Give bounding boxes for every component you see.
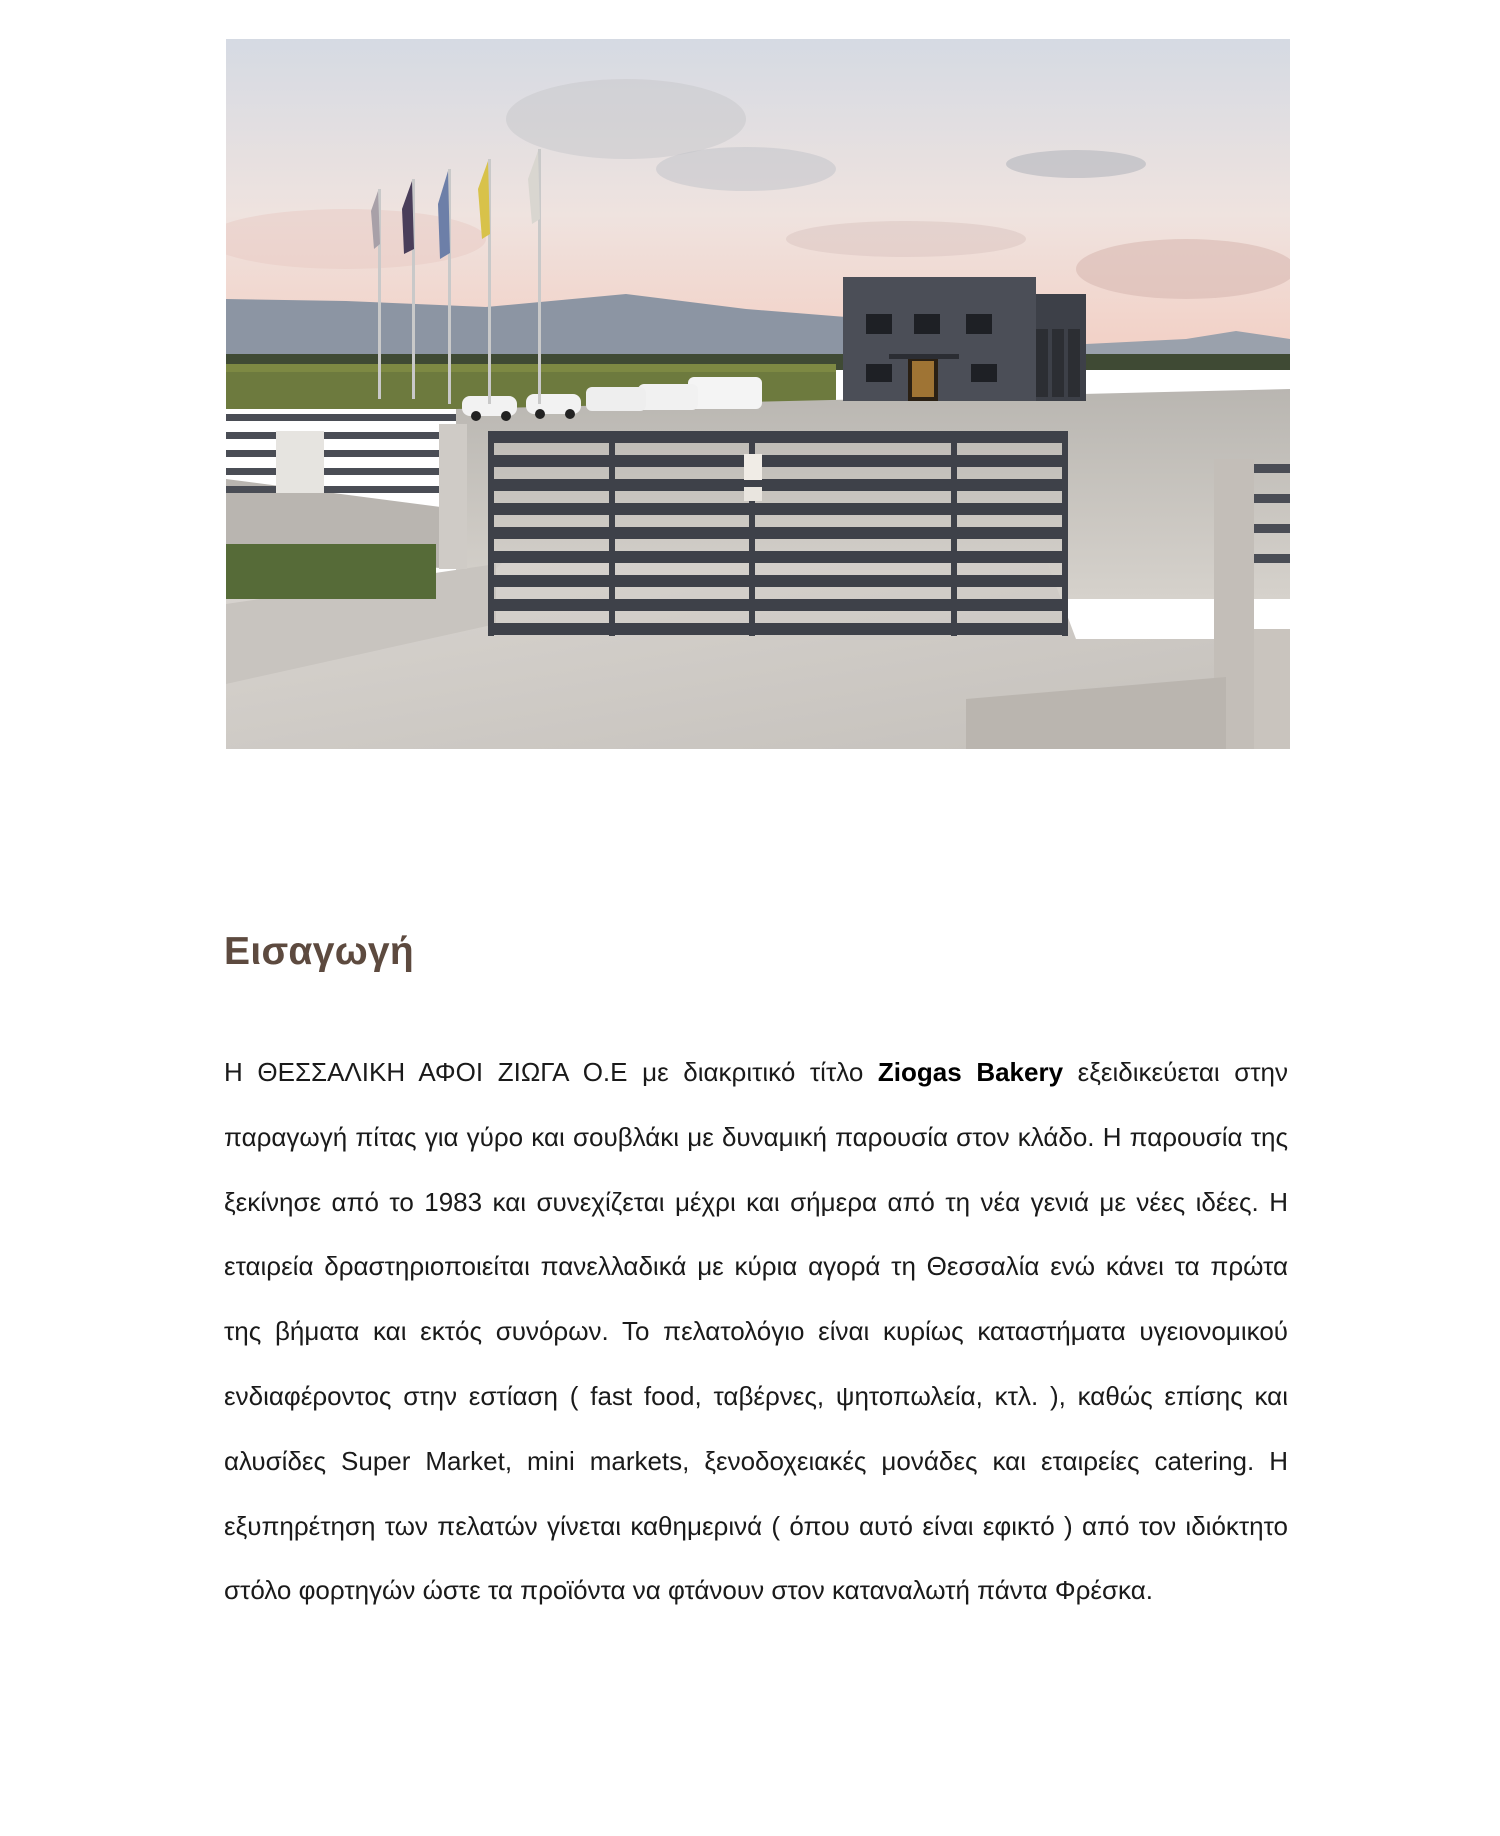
intro-text-body: εξειδικεύεται στην παραγωγή πίτας για γύρο και σουβλάκι με δυναμική παρουσία στον κλάδο. Η παρουσία της ξεκίνησε από το 1983 και συνεχίζεται μέχρι και σήμερα από τη νέα γενιά με νέες ιδέες. Η εταιρεία δραστηριοποιείται πανελλαδικά με κύρια αγορά τη Θεσσαλία ενώ κάνει τα πρώτα της βήματα και εκτός συνόρων. Το πελατολόγιο είναι κυρίως καταστήματα υγειονομικού ενδιαφέροντος στην εστίαση ( fast food, ταβέρνες, ψητοπωλεία, κτλ. ), καθώς επίσης και αλυσίδες Super Market, mini markets, ξενοδοχειακές μονάδες και εταιρείες catering. Η εξυπηρέτηση των πελατών γίνεται καθημερινά ( όπου αυτό είναι εφικτό ) από τον ιδιόκτητο στόλο φορτηγών ώστε τα προϊόντα να φτάνουν στον καταναλωτή πάντα Φρέσκα. xyxy=(224,1057,1289,1606)
section-heading: Εισαγωγή xyxy=(224,930,415,973)
intro-paragraph xyxy=(224,1040,1288,1623)
facility-photo-illustration xyxy=(226,39,1290,749)
facility-photo xyxy=(226,39,1290,749)
intro-text-lead: Η ΘΕΣΣΑΛΙΚΗ ΑΦΟΙ ΖΙΩΓΑ Ο.Ε με διακριτικό τίτλο xyxy=(224,1057,878,1087)
brand-name: Ziogas Bakery xyxy=(877,1057,1064,1087)
